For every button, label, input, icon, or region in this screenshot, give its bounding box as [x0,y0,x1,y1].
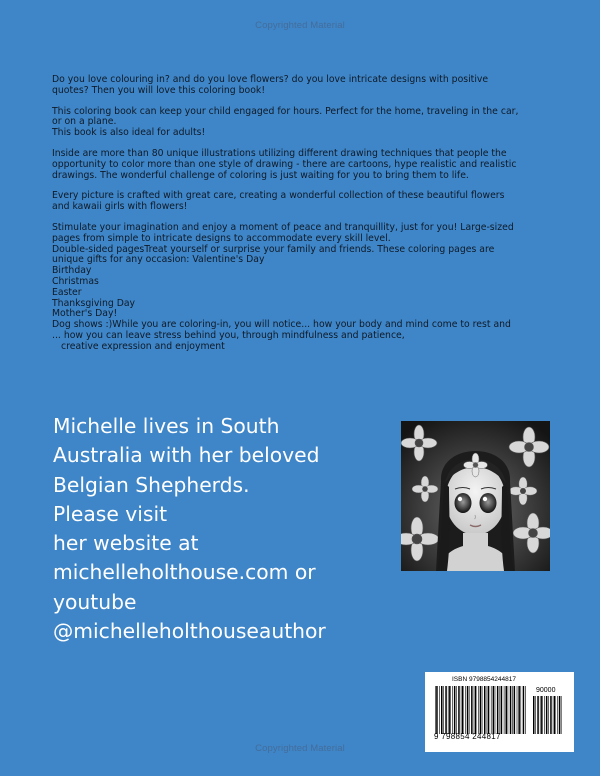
barcode-bar [478,686,479,734]
author-bio-line: Australia with her beloved [53,443,320,468]
barcode-bar [491,686,492,734]
author-bio-line: Please visit [53,501,168,526]
description-paragraph [52,149,572,181]
description-line: Inside are more than 80 unique illustrations utilizing different drawing techniques that people the [52,147,507,159]
barcode-bar [557,696,558,734]
description-line: Birthday [52,265,92,277]
barcode-bar [469,686,470,734]
description-line: creative expression and enjoyment [61,340,225,352]
barcode-bar [443,686,444,734]
barcode-bar [495,686,496,734]
barcode-bar [546,696,548,734]
barcode-bar [458,686,460,734]
barcode-bar [482,686,483,734]
description-line: Mother's Day! [52,308,118,320]
author-bio-line: @michelleholthouseauthor [53,619,326,644]
description-line: or on a plane. [52,116,117,128]
description-line: opportunity to color more than one style of drawing - there are cartoons, hype realistic and realistic [52,158,517,170]
book-description [52,75,572,363]
barcode-bar [533,696,535,734]
barcode-bar [553,696,554,734]
description-line: Stimulate your imagination and enjoy a moment of peace and tranquillity, just for you! Large-sized [52,221,514,233]
barcode-bar [510,686,512,734]
author-bio [53,412,393,646]
barcode-bar [452,686,453,734]
barcode-bar [535,696,536,734]
barcode-bar [480,686,482,734]
barcode-bar [559,696,561,734]
barcode-bar [484,686,486,734]
description-line: Double-sided pagesTreat yourself or surprise your family and friends. These coloring pages are [52,243,495,255]
barcode-bar [475,686,477,734]
barcode-bar [550,696,552,734]
barcode-bar [554,696,556,734]
barcode-bar [541,696,543,734]
barcode-bar [523,686,525,734]
description-line: This book is also ideal for adults! [52,127,206,139]
copyright-watermark-top: Copyrighted Material [255,20,345,31]
kawaii-girl-illustration [401,421,550,571]
barcode-bar [441,686,443,734]
barcode-bar [461,686,462,734]
barcode-bar [517,686,518,734]
barcode-bar [471,686,473,734]
description-line: Christmas [52,275,99,287]
barcode-bar [474,686,475,734]
description-paragraph [52,191,572,213]
isbn-digits: 9 798854 244817 [434,732,501,741]
description-paragraph [52,107,572,139]
barcode-bar [467,686,469,734]
barcode-bar [497,686,499,734]
barcode-bar [561,696,562,734]
price-barcode [533,696,563,734]
barcode-bar [544,696,545,734]
author-bio-line: Michelle lives in South [53,414,280,438]
description-line: Thanksgiving Day [52,297,136,309]
barcode-bar [537,696,539,734]
copyright-watermark-bottom: Copyrighted Material [255,743,345,754]
isbn-label: ISBN 9798854244817 [452,676,516,683]
barcode-bar [488,686,490,734]
barcode-bar [448,686,449,734]
barcode-bar [465,686,466,734]
barcode-bar [435,686,436,734]
barcode-bar [548,696,549,734]
author-bio-line: michelleholthouse.com or [53,560,316,585]
barcode-bar [493,686,495,734]
barcode-bar [506,686,508,734]
description-line: quotes? Then you will love this coloring book! [52,84,266,96]
barcode-bar [439,686,440,734]
barcode-bar [456,686,457,734]
description-line: unique gifts for any occasion: Valentine's Day [52,254,265,266]
description-line: ... how you can leave stress behind you, through mindfulness and patience, [52,329,405,341]
description-line: drawings. The wonderful challenge of coloring is just waiting for you to bring them to life. [52,169,469,181]
barcode-bar [540,696,541,734]
description-line: Easter [52,286,82,298]
barcode-bar [445,686,447,734]
description-line: Dog shows :)While you are coloring-in, you will notice... how your body and mind come to rest and [52,319,511,331]
barcode-bar [500,686,501,734]
description-line: pages from simple to intricate designs to accommodate every skill level. [52,232,391,244]
barcode-bar [462,686,464,734]
barcode-bar [487,686,488,734]
isbn-barcode [435,686,528,734]
description-paragraph [52,223,572,353]
barcode-bar [518,686,520,734]
barcode-bar [514,686,516,734]
barcode-bar [501,686,503,734]
barcode-bar [436,686,438,734]
description-line: and kawaii girls with flowers! [52,201,188,213]
author-bio-line: Belgian Shepherds. [53,472,250,497]
author-bio-line: her website at [53,531,199,556]
barcode-bar [449,686,451,734]
barcode-bar [521,686,522,734]
description-line: Every picture is crafted with great care, creating a wonderful collection of these beautiful flowers [52,190,505,202]
author-bio-line: youtube [53,589,137,614]
description-line: Do you love colouring in? and do you love flowers? do you love intricate designs with positive [52,74,489,85]
barcode-bar [508,686,509,734]
price-code: 90000 [536,687,556,694]
barcode-bar [504,686,505,734]
barcode-bar [525,686,526,734]
barcode-bar [512,686,513,734]
description-paragraph [52,75,572,97]
barcode-bar [454,686,456,734]
description-line: This coloring book can keep your child engaged for hours. Perfect for the home, traveling in the car, [52,105,519,117]
